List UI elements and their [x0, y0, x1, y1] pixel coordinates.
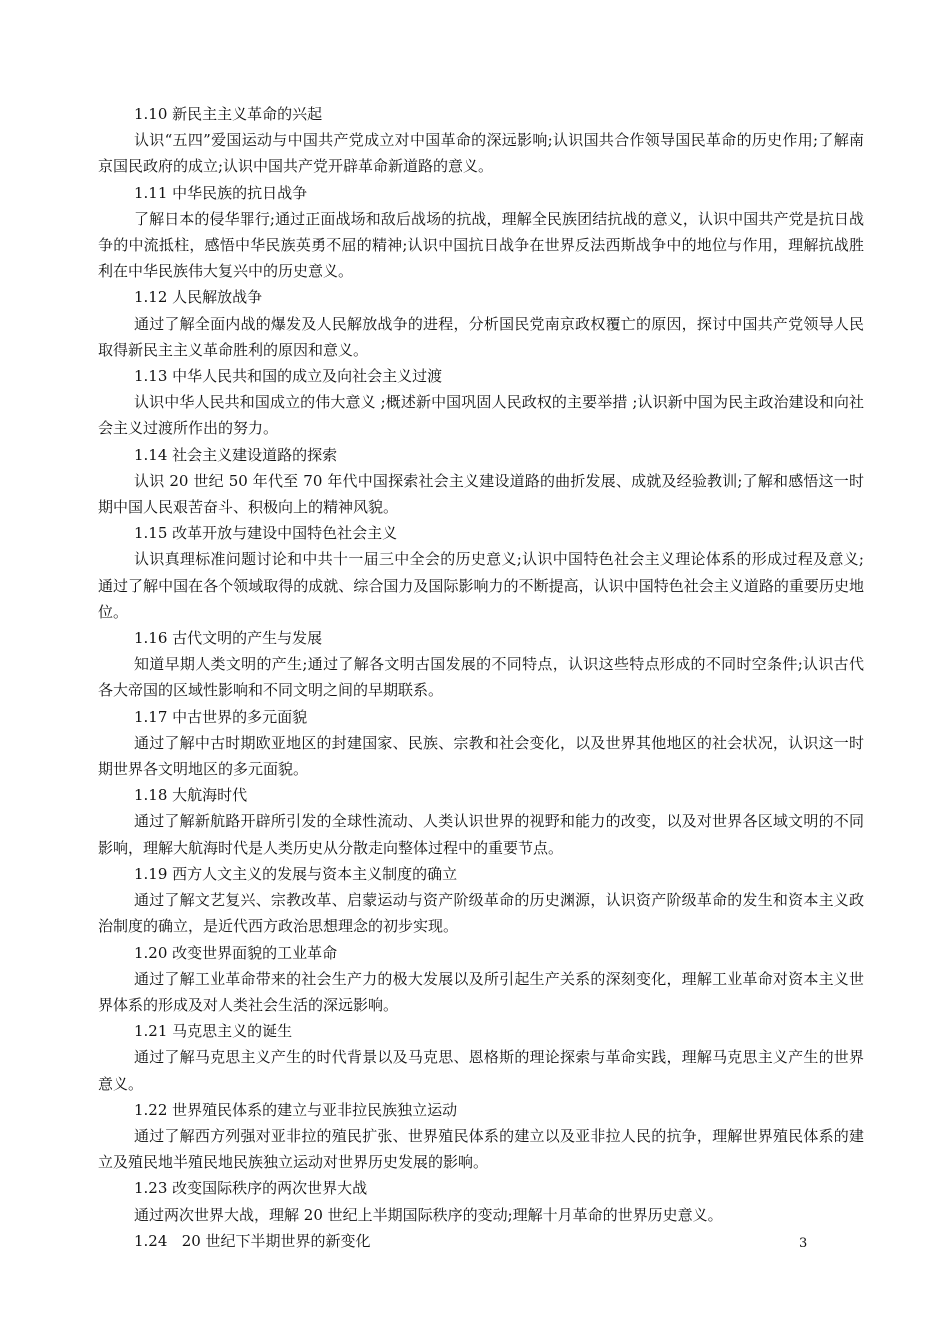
section-heading: 1.13 中华人民共和国的成立及向社会主义过渡	[134, 367, 443, 386]
section-paragraph: 认识真理标准问题讨论和中共十一届三中全会的历史意义;认识中国特色社会主义理论体系的形成过程及意义;通过了解中国在各个领域取得的成就、综合国力及国际影响力的不断提高，认识中国特色社会主义道路的重要历史地位。	[98, 550, 864, 621]
section-1-21	[98, 1018, 864, 1097]
section-paragraph: 认识“五四”爱国运动与中国共产党成立对中国革命的深远影响;认识国共合作领导国民革命的历史作用;了解南京国民政府的成立;认识中国共产党开辟革命新道路的意义。	[98, 131, 864, 176]
section-1-15	[98, 520, 864, 625]
section-paragraph: 通过两次世界大战，理解 20 世纪上半期国际秩序的变动;理解十月革命的世界历史意义。	[134, 1205, 723, 1224]
section-paragraph: 通过了解新航路开辟所引发的全球性流动、人类认识世界的视野和能力的改变，以及对世界各区域文明的不同影响，理解大航海时代是人类历史从分散走向整体过程中的重要节点。	[98, 812, 864, 857]
section-heading: 1.17 中古世界的多元面貌	[134, 707, 308, 726]
section-heading: 1.23 改变国际秩序的两次世界大战	[134, 1179, 368, 1198]
section-paragraph: 了解日本的侵华罪行;通过正面战场和敌后战场的抗战，理解全民族团结抗战的意义，认识中国共产党是抗日战争的中流抵柱，感悟中华民族英勇不屈的精神;认识中国抗日战争在世界反法西斯战争中的地位与作用，理解抗战胜利在中华民族伟大复兴中的历史意义。	[98, 209, 864, 281]
section-heading: 1.14 社会主义建设道路的探索	[134, 445, 338, 464]
section-1-17	[98, 704, 864, 783]
section-1-22	[98, 1097, 864, 1176]
section-paragraph: 通过了解西方列强对亚非拉的殖民扩张、世界殖民体系的建立以及亚非拉人民的抗争，理解世界殖民体系的建立及殖民地半殖民地民族独立运动对世界历史发展的影响。	[98, 1126, 864, 1172]
section-1-19	[98, 861, 864, 940]
section-heading: 1.15 改革开放与建设中国特色社会主义	[134, 524, 398, 543]
section-heading: 1.21 马克思主义的诞生	[134, 1022, 293, 1041]
section-1-12	[98, 284, 864, 363]
section-heading: 1.22 世界殖民体系的建立与亚非拉民族独立运动	[134, 1100, 458, 1119]
section-paragraph: 通过了解工业革命带来的社会生产力的极大发展以及所引起生产关系的深刻变化，理解工业革命对资本主义世界体系的形成及对人类社会生活的深远影响。	[98, 969, 864, 1014]
section-heading: 1.11 中华民族的抗日战争	[134, 183, 308, 202]
section-paragraph: 通过了解中古时期欧亚地区的封建国家、民族、宗教和社会变化，以及世界其他地区的社会状况，认识这一时期世界各文明地区的多元面貌。	[98, 733, 864, 779]
page-number: 3	[799, 1236, 808, 1251]
section-paragraph: 认识 20 世纪 50 年代至 70 年代中国探索社会主义建设道路的曲折发展、成就及经验教训;了解和感悟这一时期中国人民艰苦奋斗、积极向上的精神风貌。	[98, 471, 864, 517]
section-heading: 1.24 20 世纪下半期世界的新变化	[134, 1231, 371, 1250]
section-heading: 1.20 改变世界面貌的工业革命	[134, 943, 338, 962]
section-1-24	[98, 1228, 864, 1254]
section-1-14	[98, 442, 864, 521]
section-1-11	[98, 180, 864, 285]
section-heading: 1.16 古代文明的产生与发展	[134, 629, 323, 648]
section-paragraph: 通过了解全面内战的爆发及人民解放战争的进程，分析国民党南京政权覆亡的原因，探讨中国共产党领导人民取得新民主主义革命胜利的原因和意义。	[98, 314, 864, 359]
section-paragraph: 知道早期人类文明的产生;通过了解各文明古国发展的不同特点，认识这些特点形成的不同时空条件;认识古代各大帝国的区域性影响和不同文明之间的早期联系。	[98, 655, 864, 700]
section-paragraph: 认识中华人民共和国成立的伟大意义 ;概述新中国巩固人民政权的主要举措 ;认识新中国为民主政治建设和向社会主义过渡所作出的努力。	[98, 393, 864, 438]
section-1-16	[98, 625, 864, 704]
section-1-13	[98, 363, 864, 442]
section-1-18	[98, 782, 864, 861]
section-heading: 1.19 西方人文主义的发展与资本主义制度的确立	[134, 864, 458, 883]
section-heading: 1.12 人民解放战争	[134, 288, 263, 307]
section-1-10	[98, 101, 864, 180]
section-1-20	[98, 940, 864, 1019]
section-1-23	[98, 1175, 864, 1227]
document-body	[98, 101, 864, 1254]
section-heading: 1.10 新民主主义革命的兴起	[134, 105, 323, 123]
section-heading: 1.18 大航海时代	[134, 786, 248, 805]
section-paragraph: 通过了解马克思主义产生的时代背景以及马克思、恩格斯的理论探索与革命实践，理解马克思主义产生的世界意义。	[98, 1048, 864, 1093]
section-paragraph: 通过了解文艺复兴、宗教改革、启蒙运动与资产阶级革命的历史渊源，认识资产阶级革命的发生和资本主义政治制度的确立，是近代西方政治思想理念的初步实现。	[98, 891, 864, 936]
